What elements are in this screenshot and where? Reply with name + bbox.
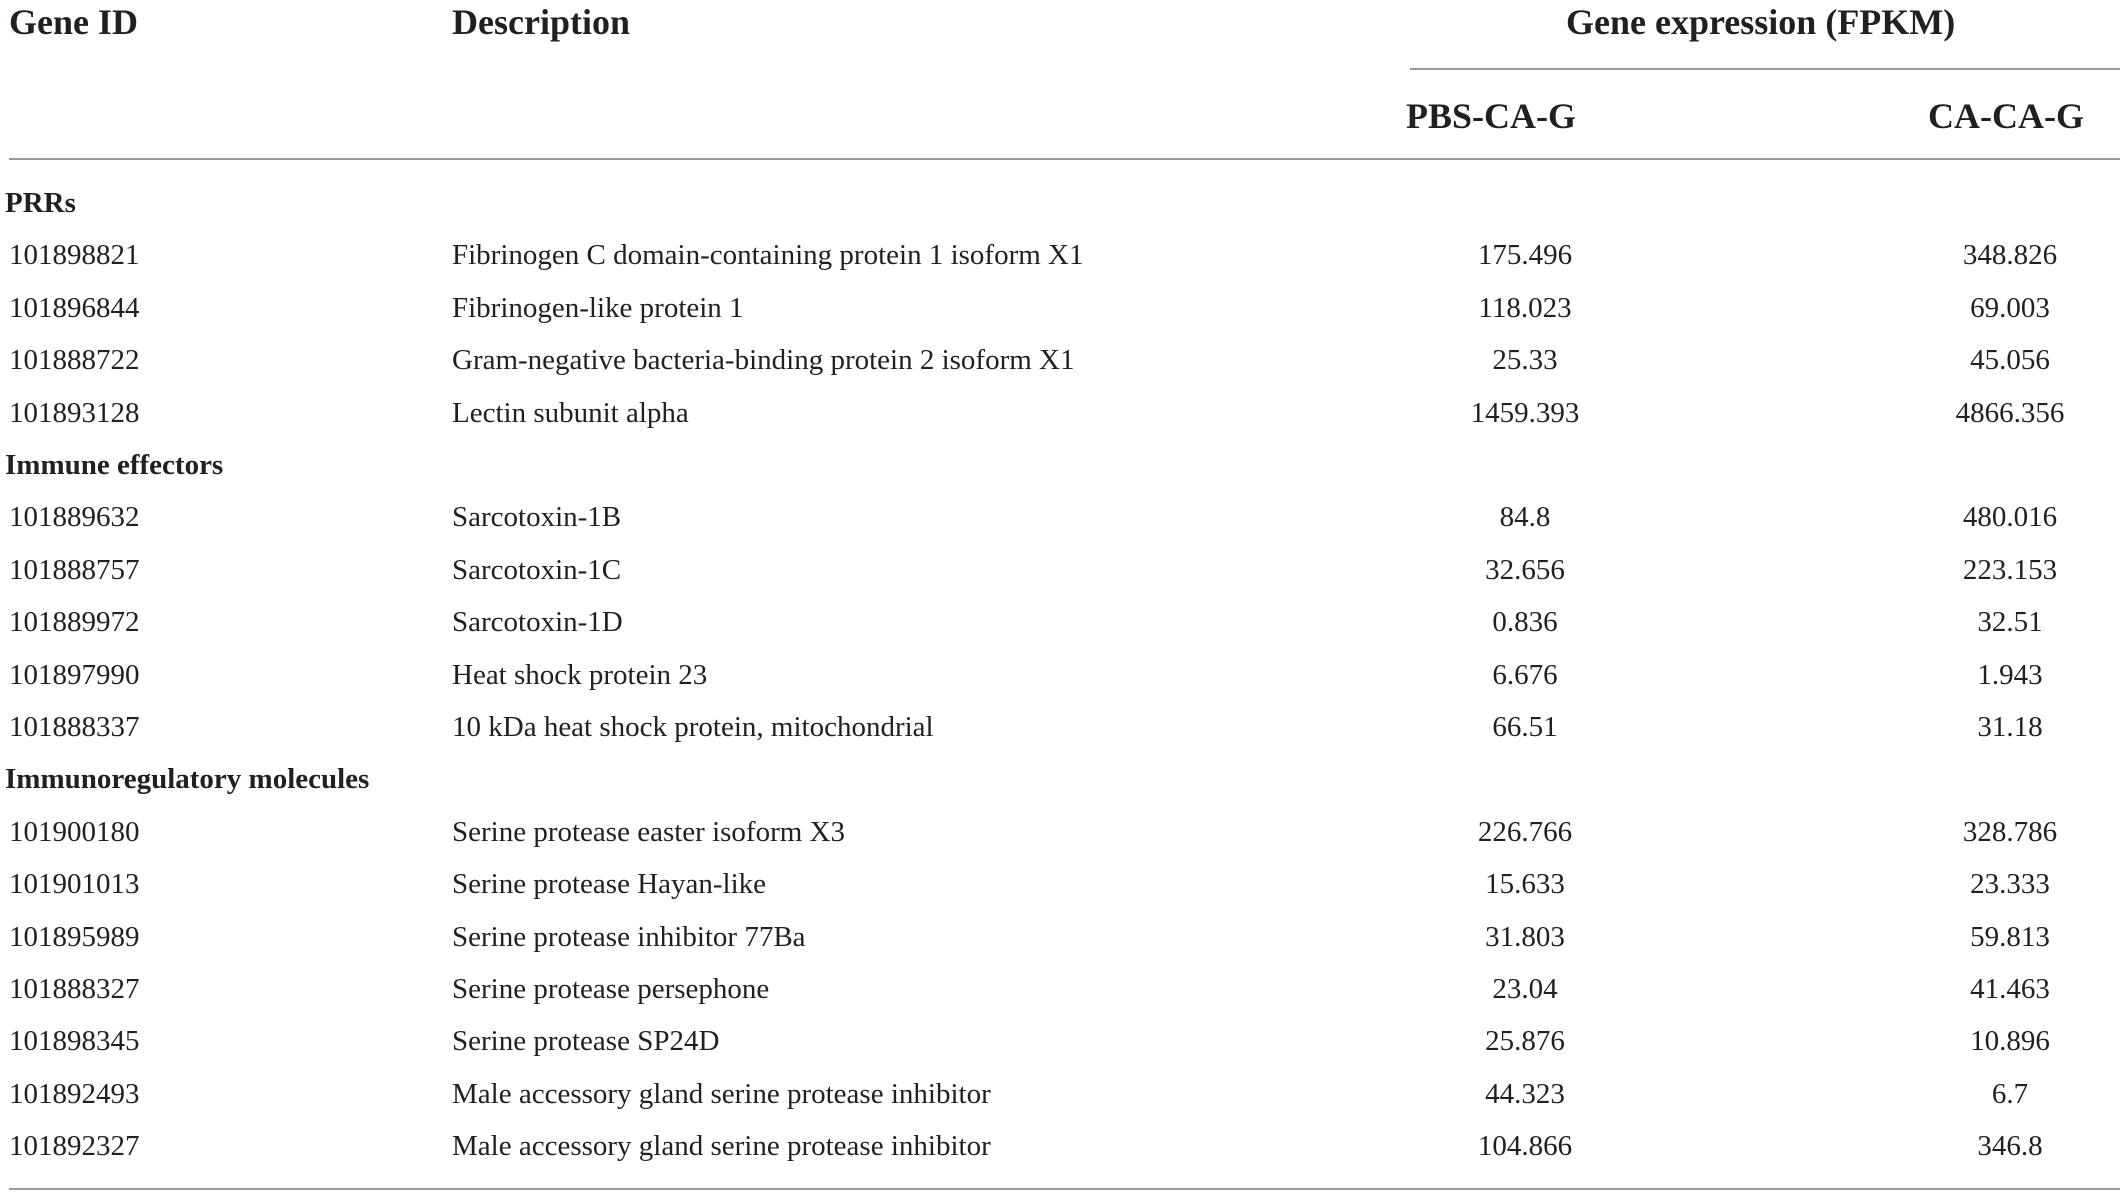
header-pbs-ca-g: PBS-CA-G [1406, 96, 1576, 136]
ca-ca-g-value: 41.463 [1970, 973, 2050, 1005]
pbs-ca-g-value: 25.876 [1485, 1025, 1565, 1057]
ca-ca-g-value: 346.8 [1977, 1130, 2043, 1162]
description-cell: Sarcotoxin-1B [452, 501, 622, 533]
pbs-ca-g-value: 32.656 [1485, 554, 1565, 586]
gene-id-cell: 101898821 [9, 239, 140, 271]
table-row [0, 544, 2120, 596]
pbs-ca-g-value: 104.866 [1477, 1130, 1573, 1162]
description-cell: Serine protease Hayan-like [452, 868, 767, 900]
header-description: Description [452, 2, 630, 42]
ca-ca-g-value: 4866.356 [1955, 397, 2065, 429]
ca-ca-g-value: 480.016 [1962, 501, 2058, 533]
header-ca-ca-g: CA-CA-G [1928, 96, 2084, 136]
description-cell: Serine protease easter isoform X3 [452, 816, 845, 848]
pbs-ca-g-value: 1459.393 [1470, 397, 1580, 429]
pbs-ca-g-value: 118.023 [1478, 292, 1572, 324]
gene-id-cell: 101892327 [9, 1130, 140, 1162]
gene-id-cell: 101888337 [9, 711, 140, 743]
description-cell: Male accessory gland serine protease inhibitor [452, 1078, 991, 1110]
table-row [0, 649, 2120, 701]
gene-id-cell: 101900180 [9, 816, 140, 848]
pbs-ca-g-value: 44.323 [1485, 1078, 1565, 1110]
group-heading: Immunoregulatory molecules [5, 763, 370, 795]
table-row [0, 491, 2120, 543]
gene-id-cell: 101897990 [9, 659, 140, 691]
description-cell: Male accessory gland serine protease inhibitor [452, 1130, 991, 1162]
gene-id-cell: 101896844 [9, 292, 140, 324]
ca-ca-g-value: 23.333 [1970, 868, 2050, 900]
table-bottom-rule [9, 1188, 2120, 1190]
gene-id-cell: 101888757 [9, 554, 140, 586]
ca-ca-g-value: 6.7 [1991, 1078, 2029, 1110]
table-row [0, 963, 2120, 1015]
gene-id-cell: 101889972 [9, 606, 140, 638]
description-cell: Fibrinogen C domain-containing protein 1 isoform X1 [452, 239, 1084, 271]
description-cell: Sarcotoxin-1D [452, 606, 623, 638]
table-row [0, 806, 2120, 858]
ca-ca-g-value: 1.943 [1977, 659, 2043, 691]
gene-id-cell: 101901013 [9, 868, 140, 900]
ca-ca-g-value: 32.51 [1977, 606, 2043, 638]
header-bottom-rule [9, 158, 2120, 160]
description-cell: Lectin subunit alpha [452, 397, 689, 429]
description-cell: Heat shock protein 23 [452, 659, 708, 691]
description-cell: Serine protease inhibitor 77Ba [452, 921, 806, 953]
description-cell: 10 kDa heat shock protein, mitochondrial [452, 711, 934, 743]
description-cell: Fibrinogen-like protein 1 [452, 292, 744, 324]
table-row [0, 387, 2120, 439]
table-row [0, 596, 2120, 648]
table-row [0, 334, 2120, 386]
description-cell: Sarcotoxin-1C [452, 554, 622, 586]
pbs-ca-g-value: 6.676 [1492, 659, 1558, 691]
group-heading: Immune effectors [5, 449, 224, 481]
header-gene-expression: Gene expression (FPKM) [1566, 2, 1956, 42]
description-cell: Serine protease persephone [452, 973, 770, 1005]
ca-ca-g-value: 31.18 [1977, 711, 2043, 743]
pbs-ca-g-value: 15.633 [1485, 868, 1565, 900]
ca-ca-g-value: 223.153 [1962, 554, 2058, 586]
table-row [0, 282, 2120, 334]
ca-ca-g-value: 59.813 [1970, 921, 2050, 953]
table-row [0, 911, 2120, 963]
pbs-ca-g-value: 226.766 [1477, 816, 1573, 848]
table-row [0, 1015, 2120, 1067]
pbs-ca-g-value: 84.8 [1499, 501, 1551, 533]
table-row [0, 701, 2120, 753]
pbs-ca-g-value: 25.33 [1492, 344, 1558, 376]
gene-id-cell: 101888722 [9, 344, 140, 376]
ca-ca-g-value: 69.003 [1970, 292, 2050, 324]
gene-id-cell: 101895989 [9, 921, 140, 953]
header-gene-id: Gene ID [9, 2, 138, 42]
pbs-ca-g-value: 175.496 [1477, 239, 1573, 271]
pbs-ca-g-value: 66.51 [1492, 711, 1558, 743]
gene-id-cell: 101898345 [9, 1025, 140, 1057]
gene-id-cell: 101889632 [9, 501, 140, 533]
table-row [0, 1068, 2120, 1120]
gene-id-cell: 101892493 [9, 1078, 140, 1110]
ca-ca-g-value: 10.896 [1970, 1025, 2050, 1057]
ca-ca-g-value: 328.786 [1962, 816, 2058, 848]
pbs-ca-g-value: 31.803 [1485, 921, 1565, 953]
header-span-rule [1410, 68, 2120, 70]
description-cell: Gram-negative bacteria-binding protein 2 isoform X1 [452, 344, 1075, 376]
table-row [0, 1120, 2120, 1172]
table-row [0, 229, 2120, 281]
gene-id-cell: 101888327 [9, 973, 140, 1005]
table-row [0, 858, 2120, 910]
description-cell: Serine protease SP24D [452, 1025, 720, 1057]
pbs-ca-g-value: 0.836 [1492, 606, 1558, 638]
ca-ca-g-value: 45.056 [1970, 344, 2050, 376]
pbs-ca-g-value: 23.04 [1492, 973, 1558, 1005]
group-heading: PRRs [5, 187, 76, 219]
ca-ca-g-value: 348.826 [1962, 239, 2058, 271]
gene-id-cell: 101893128 [9, 397, 140, 429]
